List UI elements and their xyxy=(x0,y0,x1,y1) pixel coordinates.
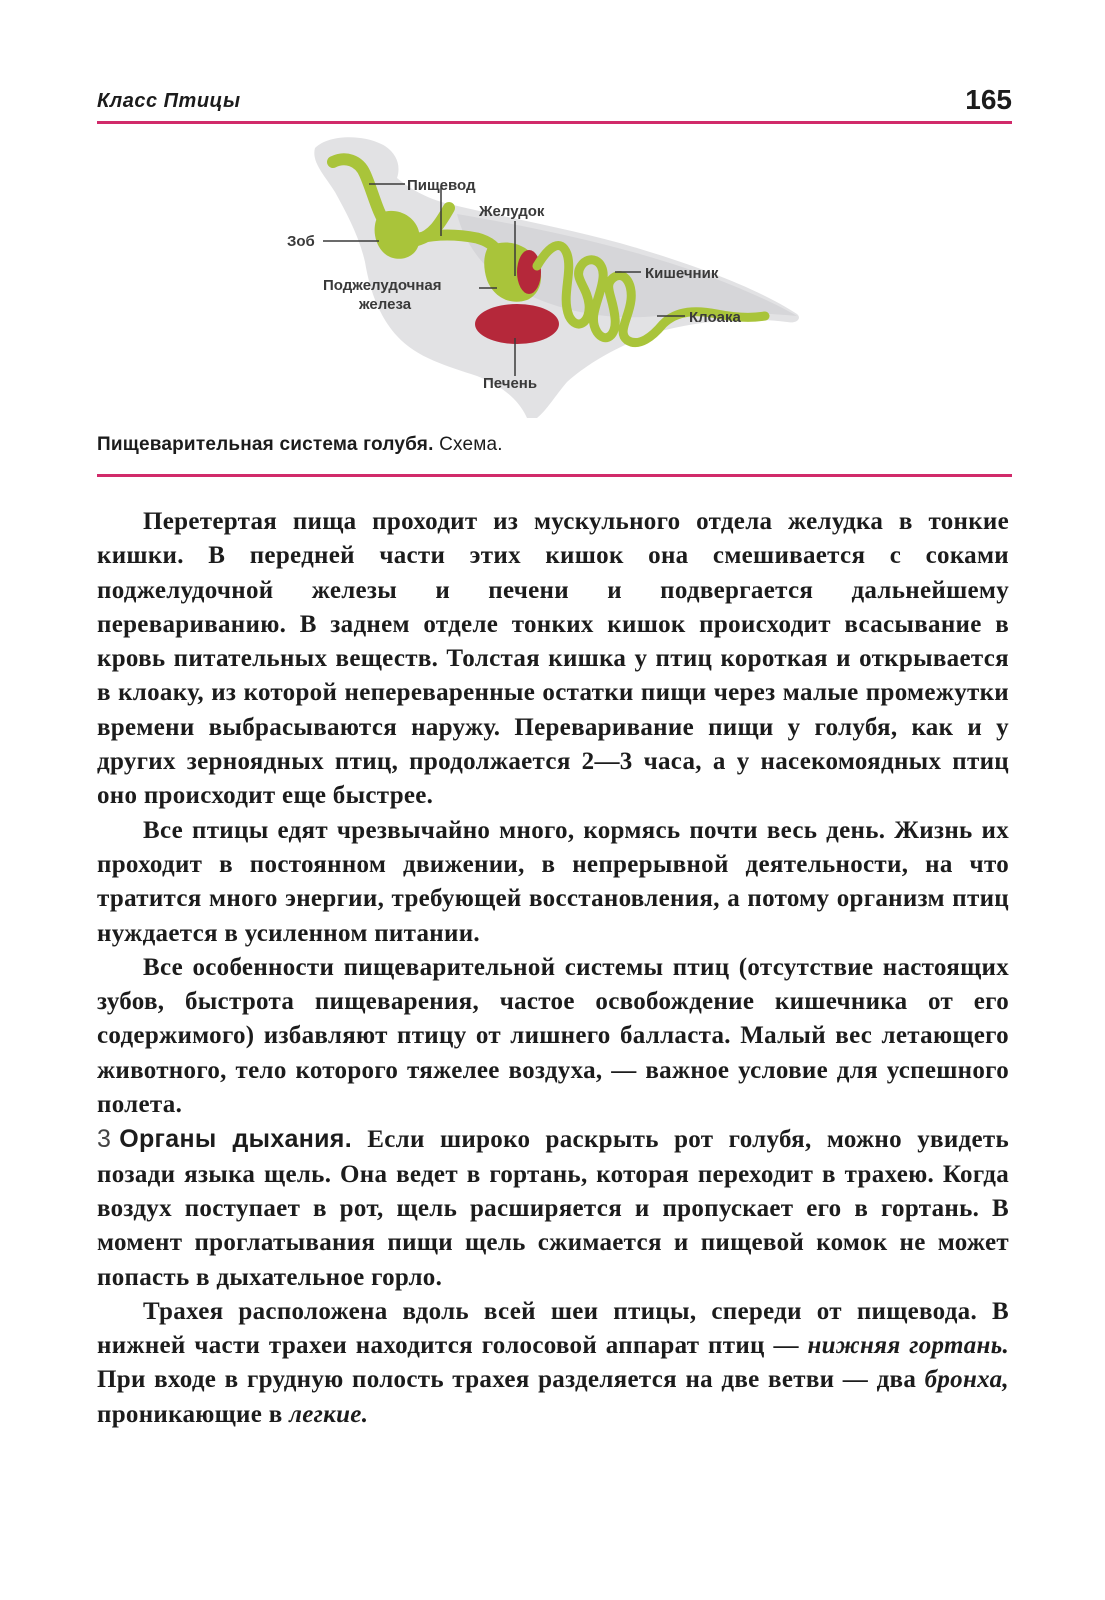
term-bronchi: бронха, xyxy=(924,1366,1009,1394)
paragraph-feeding: Все птицы едят чрезвычайно много, кормясь почти весь день. Жизнь их проходит в постоянном движении, в непрерывной деятельности, на что тратится много энергии, требующей восстановления, а потому организм птиц нуждается в усиленном питании. xyxy=(97,816,1009,947)
paragraph-trachea xyxy=(97,1295,1009,1432)
paragraph-digestion: Перетертая пища проходит из мускульного отдела желудка в тонкие кишки. В передней части этих кишок она смешивается с соками поджелудочной железы и печени и подвергается дальнейшему перевариванию. В заднем отделе тонких кишок происходит всасывание в кровь питательных веществ. Толстая кишка у птиц короткая и открывается в клоаку, из которой непереваренные остатки пищи через малые промежутки времени выбрасываются наружу. Переваривание пищи у голубя, как и у других зерноядных птиц, продолжается 2—3 часа, а у насекомоядных птиц оно происходит еще быстрее. xyxy=(97,508,1009,810)
trachea-text-b: При входе в грудную полость трахея разделяется на две ветви — два xyxy=(97,1366,925,1394)
pigeon-diagram xyxy=(97,126,1012,426)
body-text xyxy=(97,505,1009,1432)
top-rule xyxy=(97,121,1012,124)
paragraph-features: Все особенности пищеварительной системы птиц (отсутствие настоящих зубов, быстрота пищеварения, частое освобождение кишечника от его содержимого) избавляют птицу от лишнего балласта. Малый вес летающего животного, тело которого тяжелее воздуха, — важное условие для успешного полета. xyxy=(97,953,1009,1119)
pancreas-shape xyxy=(517,250,541,294)
page-number: 165 xyxy=(965,84,1012,115)
margin-mark: 3 xyxy=(97,1125,112,1154)
label-cloaca: Клоака xyxy=(689,309,741,326)
label-stomach: Желудок xyxy=(479,203,545,220)
digestive-system-figure xyxy=(97,126,1012,426)
caption-main: Пищеварительная система голубя. xyxy=(97,434,434,455)
label-liver: Печень xyxy=(483,375,538,392)
figure-caption xyxy=(97,434,503,456)
term-lungs: легкие. xyxy=(289,1400,369,1428)
running-title: Класс Птицы xyxy=(97,90,241,112)
label-pancreas-line1: Поджелудочная xyxy=(323,277,442,294)
label-pancreas-line2: железа xyxy=(359,296,412,313)
bottom-rule xyxy=(97,474,1012,477)
paragraph-respiratory-text: Если широко раскрыть рот голубя, можно увидеть позади языка щель. Она ведет в гортань, которая переходит в трахею. Когда воздух поступает в рот, щель расширяется и пропускает его в гортань. В момент проглатывания пищи щель сжимается и пищевой комок не может попасть в дыхательное горло. xyxy=(97,1126,1009,1291)
section-heading-respiratory: Органы дыхания. xyxy=(119,1125,352,1154)
label-esophagus: Пищевод xyxy=(407,177,476,194)
label-crop: Зоб xyxy=(287,233,315,250)
running-head xyxy=(97,84,1012,120)
trachea-text-c: проникающие в xyxy=(97,1400,290,1428)
liver-shape xyxy=(475,304,559,344)
label-intestine: Кишечник xyxy=(645,265,719,282)
paragraph-respiratory xyxy=(97,1122,1009,1294)
caption-tail: Схема. xyxy=(439,434,503,455)
trachea-text-a: Трахея расположена вдоль всей шеи птицы, спереди от пищевода. В нижней части трахеи находится голосовой аппарат птиц — xyxy=(97,1297,1009,1360)
term-lower-larynx: нижняя гортань. xyxy=(807,1332,1009,1360)
